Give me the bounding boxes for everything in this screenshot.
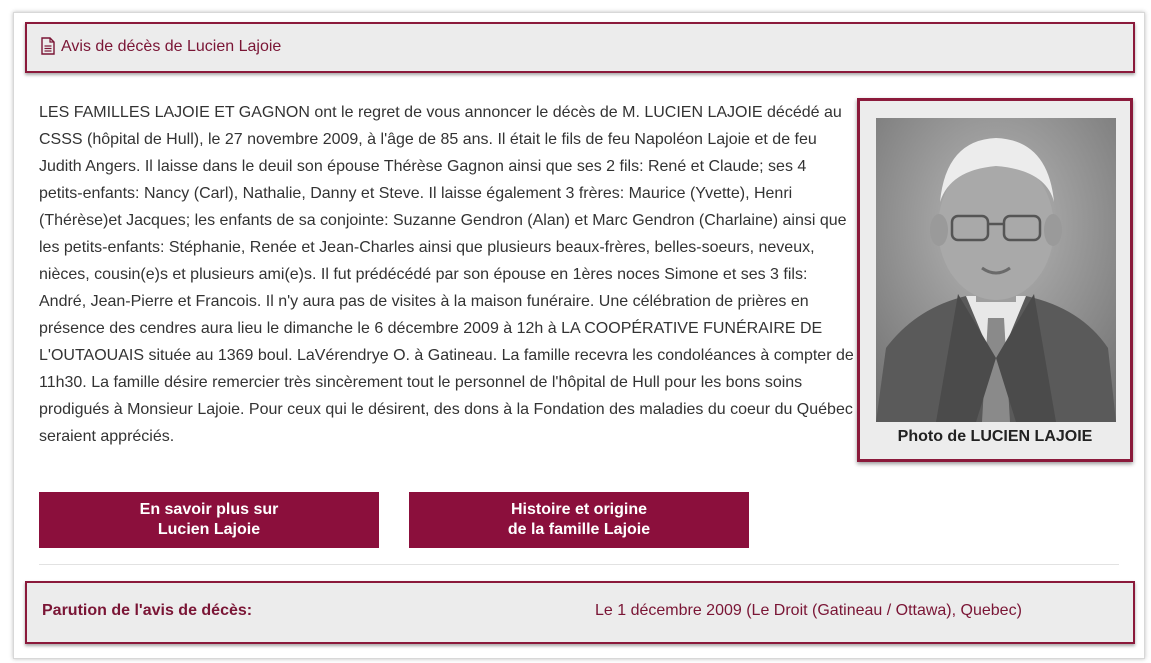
- obituary-card: [13, 12, 1145, 659]
- learn-more-label-line1: En savoir plus sur: [139, 501, 279, 518]
- family-history-label-line1: Histoire et origine: [510, 501, 648, 518]
- learn-more-label-line2: Lucien Lajoie: [157, 521, 261, 538]
- photo-caption: Photo de LUCIEN LAJOIE: [897, 428, 1093, 445]
- obituary-text: LES FAMILLES LAJOIE ET GAGNON ont le regret de vous annoncer le décès de M. LUCIEN LAJOIE décédé au CSSS (hôpital de Hull), le 27 novembre 2009, à l'âge de 85 ans. Il était le fils de feu Napoléon Lajoie et de feu Judith Angers. Il laisse dans le deuil son épouse Thérèse Gagnon ainsi que ses 2 fils: René et Claude; ses 4 petits-enfants: Nancy (Carl), Nathalie, Danny et Steve. Il laisse également 3 frères: Maurice (Yvette), Henri (Thérèse)et Jacques; les enfants de sa conjointe: Suzanne Gendron (Alan) et Marc Gendron (Charlaine) ainsi que les petits-enfants: Stéphanie, Renée et Jean-Charles ainsi que plusieurs beaux-frères, belles-soeurs, neveux, nièces, cousin(e)s et plusieurs ami(e)s. Il fut prédécédé par son épouse en 1ères noces Simone et ses 3 fils: André, Jean-Pierre et Francois. Il n'y aura pas de visites à la maison funéraire. Une célébration de prières en présence des cendres aura lieu le dimanche le 6 décembre 2009 à 12h à LA COOPÉRATIVE FUNÉRAIRE DE L'OUTAOUAIS située au 1369 boul. LaVérendrye O. à Gatineau. La famille recevra les condoléances à compter de 11h30. La famille désire remercier très sincèrement tout le personnel de l'hôpital de Hull pour les bons soins prodigués à Monsieur Lajoie. Pour ceux qui le désirent, des dons à la Fondation des maladies du coeur du Québec seraient appréciés.: [39, 104, 854, 445]
- obituary-header: [25, 22, 1135, 73]
- section-divider: [39, 564, 1119, 565]
- family-history-label-line2: de la famille Lajoie: [507, 521, 651, 538]
- document-icon: [41, 37, 55, 55]
- deceased-photo: [876, 118, 1116, 422]
- learn-more-button[interactable]: [39, 492, 379, 548]
- photo-frame: [857, 98, 1133, 462]
- publication-label: Parution de l'avis de décès:: [42, 602, 253, 619]
- page-title: Avis de décès de Lucien Lajoie: [61, 38, 282, 55]
- family-history-button[interactable]: [409, 492, 749, 548]
- publication-value: Le 1 décembre 2009 (Le Droit (Gatineau / Ottawa), Quebec): [595, 602, 1022, 619]
- publication-info: [25, 581, 1135, 644]
